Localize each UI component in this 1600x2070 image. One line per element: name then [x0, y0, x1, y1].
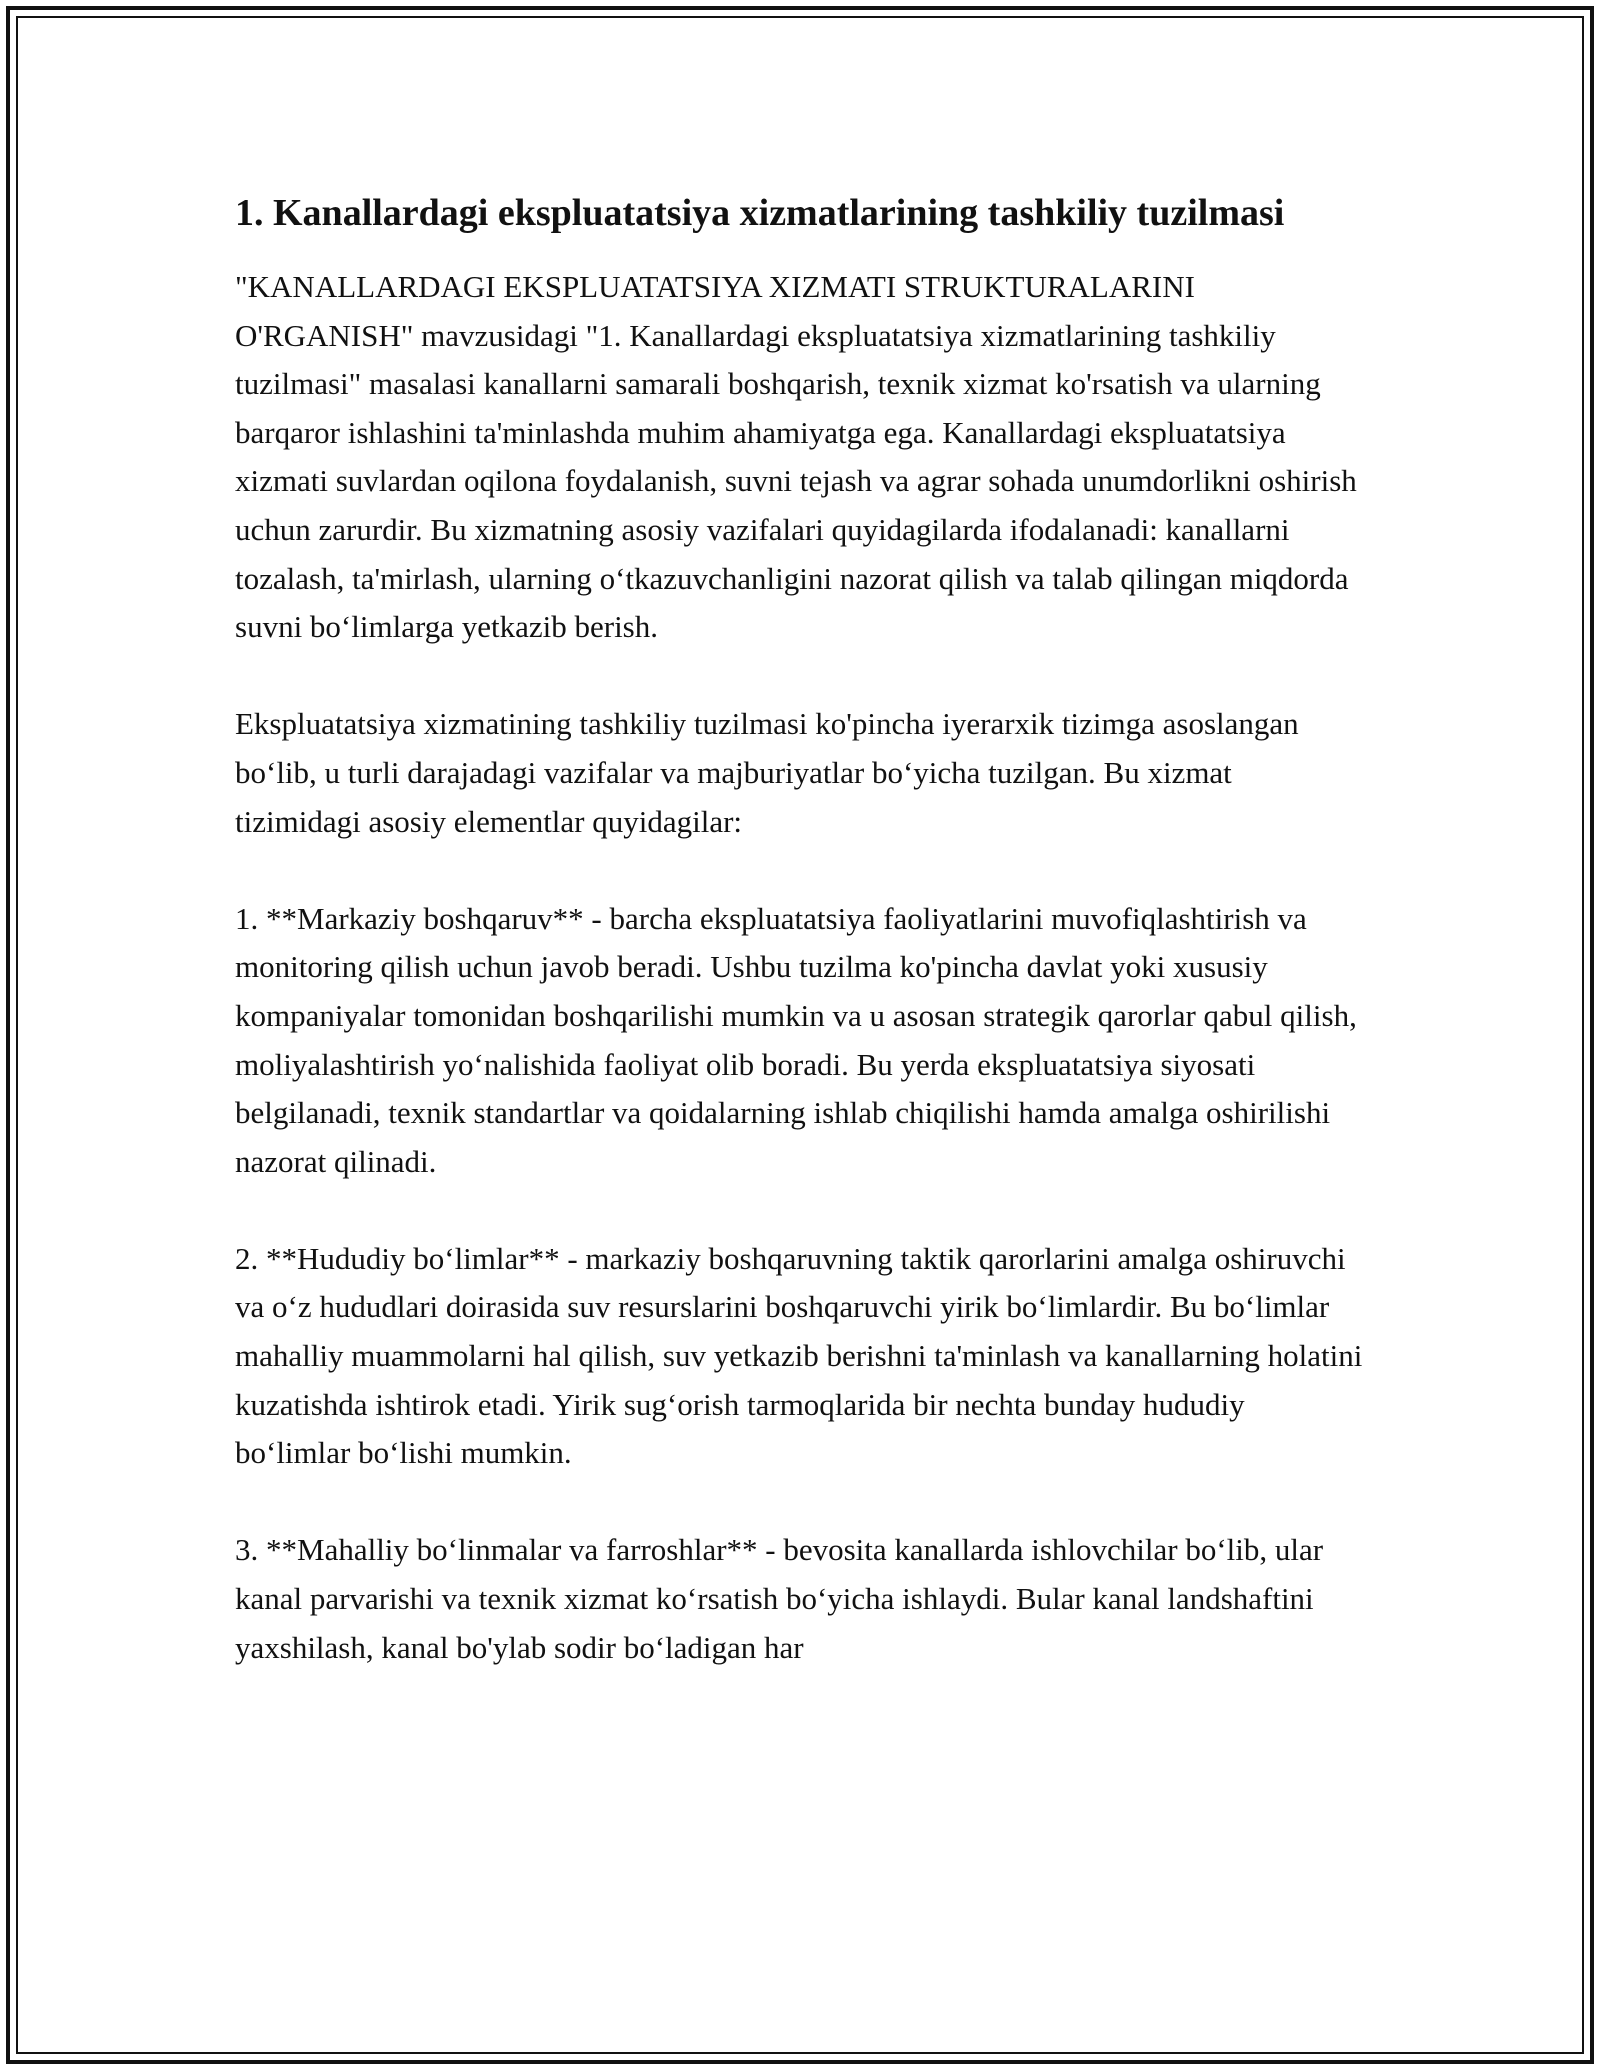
document-body: [235, 186, 1365, 1672]
section-heading: 1. Kanallardagi ekspluatatsiya xizmatlarining tashkiliy tuzilmasi: [235, 192, 1285, 234]
paragraph-item-2: 2. **Hududiy bo‘limlar** - markaziy boshqaruvning taktik qarorlarini amalga oshiruvchi va o‘z hududlari doirasida suv resurslarini boshqaruvchi yirik bo‘limlardir. Bu bo‘limlar mahalliy muammolarni hal qilish, suv yetkazib berishni ta'minlash va kanallarning holatini kuzatishda ishtirok etadi. Yirik sug‘orish tarmoqlarida bir nechta bunday hududiy bo‘limlar bo‘lishi mumkin.: [235, 1240, 1363, 1471]
paragraph-structure: Ekspluatatsiya xizmatining tashkiliy tuzilmasi ko'pincha iyerarxik tizimga asoslangan bo‘lib, u turli darajadagi vazifalar va majburiyatlar bo‘yicha tuzilgan. Bu xizmat tizimidagi asosiy elementlar quyidagilar:: [235, 706, 1299, 839]
paragraph-intro: "KANALLARDAGI EKSPLUATATSIYA XIZMATI STRUKTURALARINI O'RGANISH" mavzusidagi "1. Kanallardagi ekspluatatsiya xizmatlarining tashkiliy tuzilmasi" masalasi kanallarni samarali boshqarish, texnik xizmat ko'rsatish va ularning barqaror ishlashini ta'minlashda muhim ahamiyatga ega. Kanallardagi ekspluatatsiya xizmati suvlardan oqilona foydalanish, suvni tejash va agrar sohada unumdorlikni oshirish uchun zarurdir. Bu xizmatning asosiy vazifalari quyidagilarda ifodalanadi: kanallarni tozalash, ta'mirlash, ularning o‘tkazuvchanligini nazorat qilish va talab qilingan miqdorda suvni bo‘limlarga yetkazib berish.: [235, 269, 1357, 645]
paragraph-item-3: 3. **Mahalliy bo‘linmalar va farroshlar** - bevosita kanallarda ishlovchilar bo‘lib, ular kanal parvarishi va texnik xizmat ko‘rsatish bo‘yicha ishlaydi. Bular kanal landshaftini yaxshilash, kanal bo'ylab sodir bo‘ladigan har: [235, 1532, 1324, 1665]
paragraph-item-1: 1. **Markaziy boshqaruv** - barcha ekspluatatsiya faoliyatlarini muvofiqlashtirish va monitoring qilish uchun javob beradi. Ushbu tuzilma ko'pincha davlat yoki xususiy kompaniyalar tomonidan boshqarilishi mumkin va u asosan strategik qarorlar qabul qilish, moliyalashtirish yo‘nalishida faoliyat olib boradi. Bu yerda ekspluatatsiya siyosati belgilanadi, texnik standartlar va qoidalarning ishlab chiqilishi hamda amalga oshirilishi nazorat qilinadi.: [235, 900, 1357, 1179]
